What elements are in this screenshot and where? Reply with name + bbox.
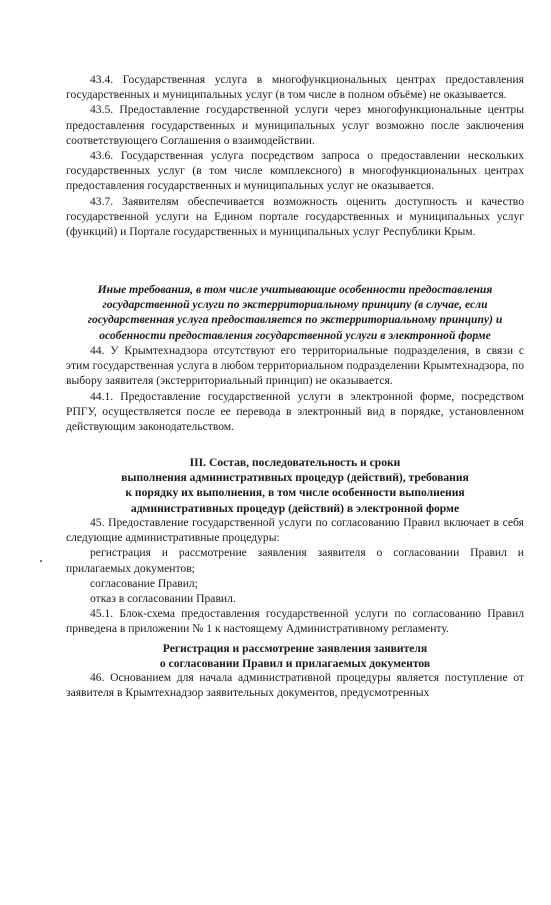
paragraph-44: 44. У Крымтехнадзора отсутствуют его территориальные подразделения, в связи с этим государственная услуга в любом территориальном подразделении Крымтехнадзора, по выбору заявителя (экстерриториальный принцип) не оказывается. [66,344,524,388]
section-block-1 [66,72,524,239]
section-heading-other-requirements [66,282,524,343]
scan-speck [40,560,42,562]
paragraph-45-1: 45.1. Блок-схема предоставления государственной услуги по согласованию Правил приведена в приложении № 1 к настоящему Административному регламенту. [66,607,524,636]
heading-registration-line-1: Регистрация и рассмотрение заявления заявителя [162,642,428,655]
paragraph-43-6: 43.6. Государственная услуга посредством запроса о предоставлении нескольких государственных услуг (в том числе комплексного) в многофункциональных центрах предоставления государственных и муниципальных услуг не оказывается. [66,149,524,193]
section-block-2 [66,343,524,434]
heading-III-line-3: к порядку их выполнения, в том числе особенности выполнения [125,486,465,500]
paragraph-45: 45. Предоставление государственной услуги по согласованию Правил включает в себя следующие административные процедуры: [66,516,524,545]
section-block-4 [66,670,524,700]
paragraph-43-7: 43.7. Заявителям обеспечивается возможность оценить доступность и качество государственной услуги на Едином портале государственных и муниципальных услуг (функций) и Портале государственных и муниципальных услуг Республики Крым. [66,194,524,239]
heading-other-requirements: Иные требования, в том числе учитывающие особенности предоставления государственной услуги по экстерриториальному принципу (в случае, если государственная услуга предоставляется по экстерриториальному принципу) и особенности предоставления государственной услуги в электронной форме [87,283,503,342]
paragraph-46: 46. Основанием для начала административной процедуры является поступление от заявителя в Крымтехнадзор заявительных документов, предусмотренных [66,671,524,700]
section-heading-III [66,455,524,516]
heading-III-line-4: административных процедур (действий) в электронной форме [130,501,460,515]
paragraph-43-4: 43.4. Государственная услуга в многофункциональных центрах предоставления государственных и муниципальных услуг (в том числе в полном объёме) не оказывается. [66,73,524,102]
paragraph-44-1: 44.1. Предоставление государственной услуги в электронной форме, посредством РПГУ, осуществляется после ее перевода в электронный вид в порядке, установленном действующим законодательством. [66,389,524,434]
paragraph-43-5: 43.5. Предоставление государственной услуги через многофункциональные центры предоставления государственных и муниципальных услуг возможно после заключения соответствующего Соглашения о взаимодействии. [66,103,524,147]
section-heading-registration [66,641,524,671]
list-item-refusal: отказ в согласовании Правил. [90,592,236,606]
list-item-registration: регистрация и рассмотрение заявления заявителя о согласовании Правил и прилагаемых документов; [66,546,524,575]
heading-registration-line-2: о согласовании Правил и прилагаемых документов [159,657,431,671]
list-item-approval: согласование Правил; [90,576,198,590]
heading-III-line-1: III. Состав, последовательность и сроки [189,456,401,469]
heading-III-line-2: выполнения административных процедур (действий), требования [121,471,469,485]
section-block-3 [66,515,524,637]
